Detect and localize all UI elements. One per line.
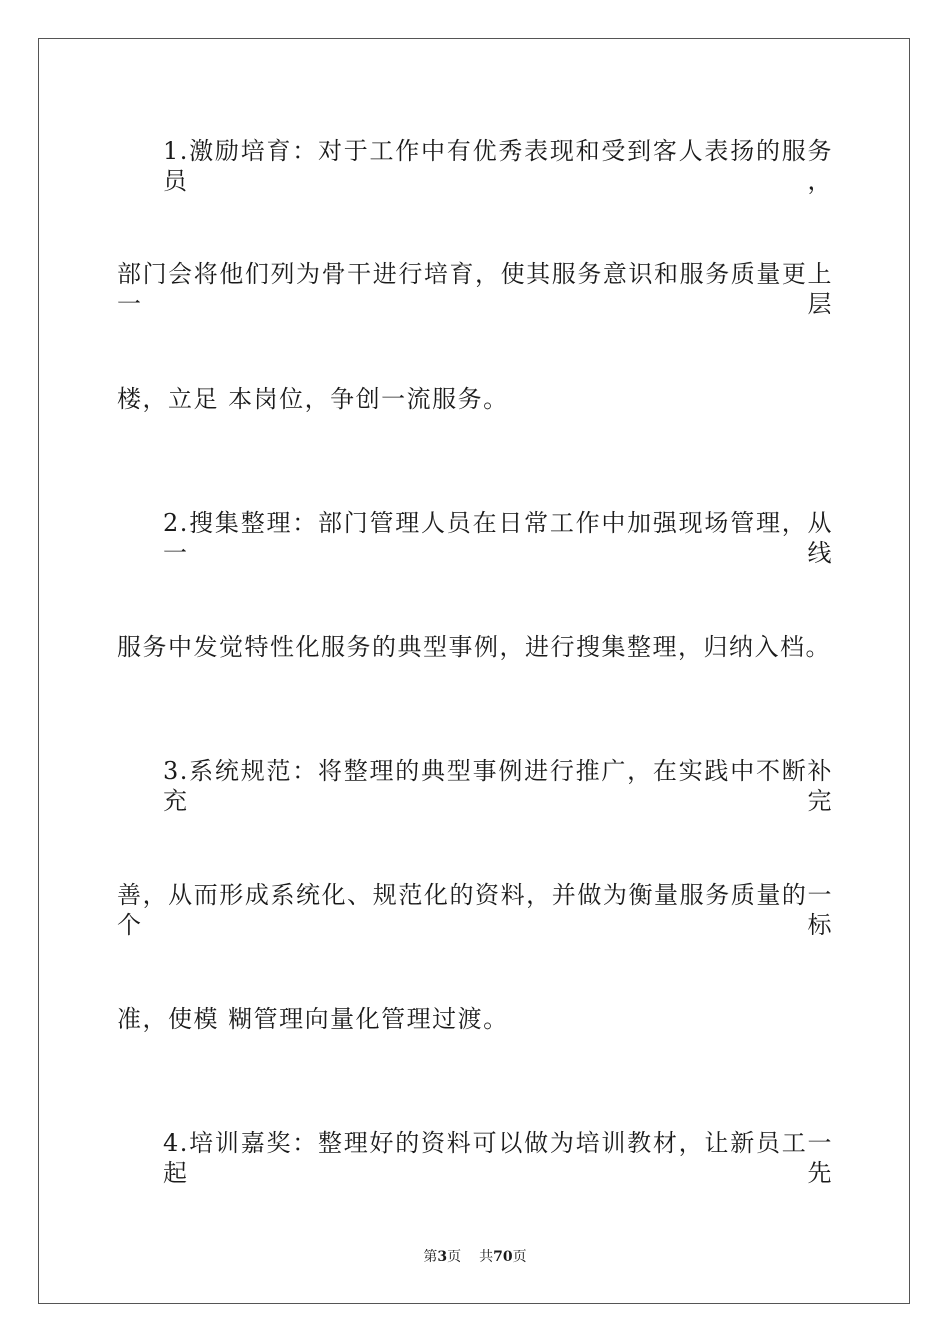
footer-page-number: 3 bbox=[437, 1249, 448, 1265]
footer-total-prefix: 共 bbox=[479, 1249, 494, 1265]
page-border bbox=[38, 38, 910, 1304]
paragraph-3-line-3: 准，使模 糊管理向量化管理过渡。 bbox=[117, 1005, 509, 1033]
paragraph-1-line-2: 部门会将他们列为骨干进行培育，使其服务意识和服务质量更上一层 bbox=[117, 260, 833, 318]
paragraph-3-line-1: 3.系统规范：将整理的典型事例进行推广，在实践中不断补充完 bbox=[163, 757, 833, 815]
paragraph-1-line-1: 1.激励培育：对于工作中有优秀表现和受到客人表扬的服务员， bbox=[163, 137, 833, 195]
paragraph-1-line-3: 楼，立足 本岗位，争创一流服务。 bbox=[117, 385, 509, 413]
footer-total-pages: 70 bbox=[493, 1249, 513, 1265]
page-footer bbox=[0, 1248, 950, 1266]
paragraph-2-line-1: 2.搜集整理：部门管理人员在日常工作中加强现场管理，从一线 bbox=[163, 509, 833, 567]
paragraph-4-line-1: 4.培训嘉奖：整理好的资料可以做为培训教材，让新员工一起先 bbox=[163, 1129, 833, 1187]
footer-page-suffix: 页 bbox=[447, 1249, 462, 1265]
paragraph-3-line-2: 善，从而形成系统化、规范化的资料，并做为衡量服务质量的一个标 bbox=[117, 881, 833, 939]
footer-total-suffix: 页 bbox=[512, 1249, 527, 1265]
paragraph-2-line-2: 服务中发觉特性化服务的典型事例，进行搜集整理，归纳入档。 bbox=[117, 633, 831, 661]
footer-page-prefix: 第 bbox=[423, 1249, 438, 1265]
